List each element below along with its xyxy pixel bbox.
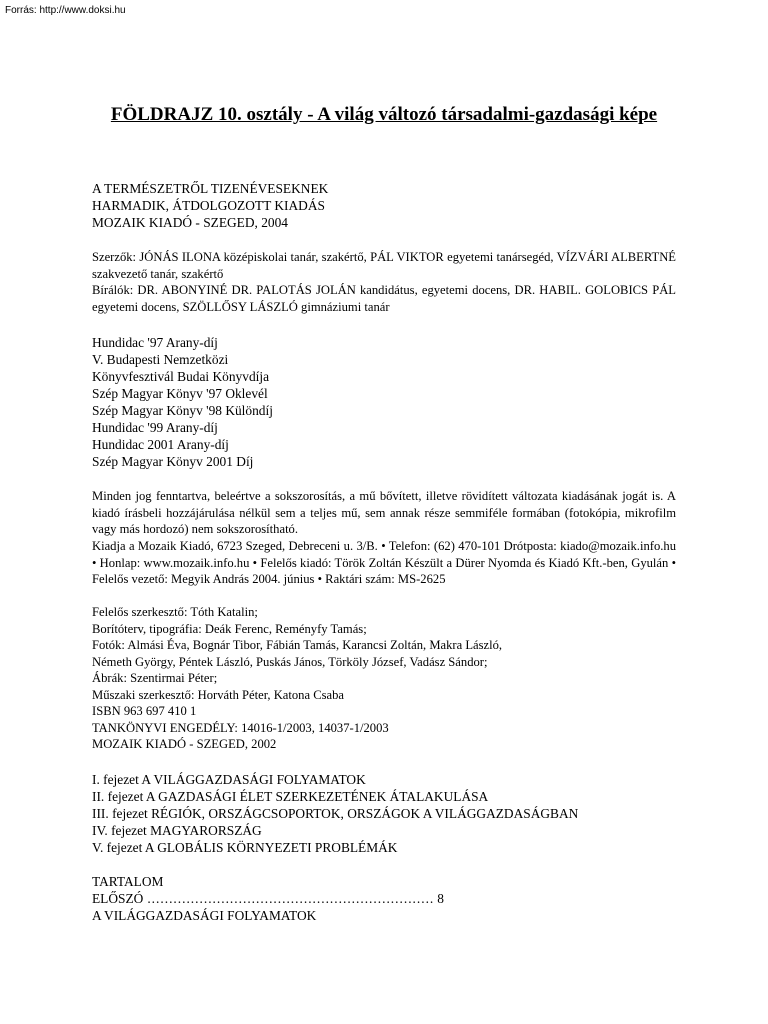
award-item: Hundidac '99 Arany-díj	[92, 419, 218, 435]
source-note: Forrás: http://www.doksi.hu	[5, 5, 126, 16]
page-title: FÖLDRAJZ 10. osztály - A világ változó társadalmi-gazdasági képe	[110, 104, 658, 125]
award-item: Szép Magyar Könyv '98 Különdíj	[92, 402, 273, 418]
chapter-item: I. fejezet A VILÁGGAZDASÁGI FOLYAMATOK	[92, 771, 366, 787]
credit-line: Felelős szerkesztő: Tóth Katalin;	[92, 605, 258, 620]
chapter-item: II. fejezet A GAZDASÁGI ÉLET SZERKEZETÉNEK ÁTALAKULÁSA	[92, 788, 489, 804]
toc-entry-label: ELŐSZÓ	[92, 890, 144, 906]
imprint-line: MOZAIK KIADÓ - SZEGED, 2002	[92, 737, 277, 752]
chapter-item: III. fejezet RÉGIÓK, ORSZÁGCSOPORTOK, ORSZÁGOK A VILÁGGAZDASÁGBAN	[92, 805, 579, 821]
award-item: Szép Magyar Könyv '97 Oklevél	[92, 385, 268, 401]
awards-list	[92, 334, 676, 470]
credits-list	[92, 604, 676, 753]
toc-entry-page: 8	[437, 890, 444, 906]
isbn-line: ISBN 963 697 410 1	[92, 704, 197, 719]
credit-line: Műszaki szerkesztő: Horváth Péter, Katona Csaba	[92, 687, 344, 702]
series-line: A TERMÉSZETRŐL TIZENÉVESEKNEK	[92, 181, 329, 196]
toc-section: A VILÁGGAZDASÁGI FOLYAMATOK	[92, 907, 317, 923]
reviewers-paragraph: Bírálók: DR. ABONYINÉ DR. PALOTÁS JOLÁN kandidátus, egyetemi docens, DR. HABIL. GOLOBICS PÁL egyetemi docens, SZÖLLŐSY LÁSZLÓ gimnáziumi tanár	[92, 283, 676, 315]
credit-line: Ábrák: Szentirmai Péter;	[92, 671, 218, 686]
publisher-contact-paragraph: Kiadja a Mozaik Kiadó, 6723 Szeged, Debreceni u. 3/B. • Telefon: (62) 470-101 Drótposta: kiado@mozaik.info.hu • Honlap: www.mozaik.info.hu • Felelős kiadó: Török Zoltán Készült a Dürer Nyomda és Kiadó Kft.-ben, Gyulán • Felelős vezető: Megyik András 2004. június • Raktári szám: MS-2625	[92, 538, 676, 587]
approval-line: TANKÖNYVI ENGEDÉLY: 14016-1/2003, 14037-1/2003	[92, 720, 389, 735]
document-body	[92, 180, 676, 924]
chapter-item: V. fejezet A GLOBÁLIS KÖRNYEZETI PROBLÉMÁK	[92, 839, 398, 855]
chapter-item: IV. fejezet MAGYARORSZÁG	[92, 822, 262, 838]
toc-heading: TARTALOM	[92, 873, 164, 889]
award-item: Könyvfesztivál Budai Könyvdíja	[92, 368, 270, 384]
credit-line: Borítóterv, tipográfia: Deák Ferenc, Reményfy Tamás;	[92, 621, 367, 636]
award-item: V. Budapesti Nemzetközi	[92, 351, 229, 367]
award-item: Hundidac '97 Arany-díj	[92, 334, 218, 350]
award-item: Hundidac 2001 Arany-díj	[92, 436, 229, 452]
authors-paragraph: Szerzők: JÓNÁS ILONA középiskolai tanár, szakértő, PÁL VIKTOR egyetemi tanársegéd, VÍZVÁRI ALBERTNÉ szakvezető tanár, szakértő	[92, 250, 676, 281]
chapter-list	[92, 771, 676, 856]
toc-leader-dots	[147, 890, 433, 907]
edition-line: HARMADIK, ÁTDOLGOZOTT KIADÁS	[92, 198, 325, 213]
credit-line: Fotók: Almási Éva, Bognár Tibor, Fábián Tamás, Karancsi Zoltán, Makra László,	[92, 638, 503, 653]
rights-paragraph: Minden jog fenntartva, beleértve a sokszorosítás, a mű bővített, illetve rövidített változata kiadásának jogát is. A kiadó írásbeli hozzájárulása nélkül sem a teljes mű, sem annak része semmiféle formában (fotokópia, mikrofilm vagy más hordozó) nem sokszorosítható.	[92, 488, 676, 537]
publication-info	[92, 180, 676, 231]
table-of-contents	[92, 873, 676, 924]
credit-line: Németh György, Péntek László, Puskás János, Törköly József, Vadász Sándor;	[92, 654, 488, 669]
award-item: Szép Magyar Könyv 2001 Díj	[92, 453, 254, 469]
toc-entry	[92, 890, 444, 907]
publisher-line: MOZAIK KIADÓ - SZEGED, 2004	[92, 215, 289, 230]
